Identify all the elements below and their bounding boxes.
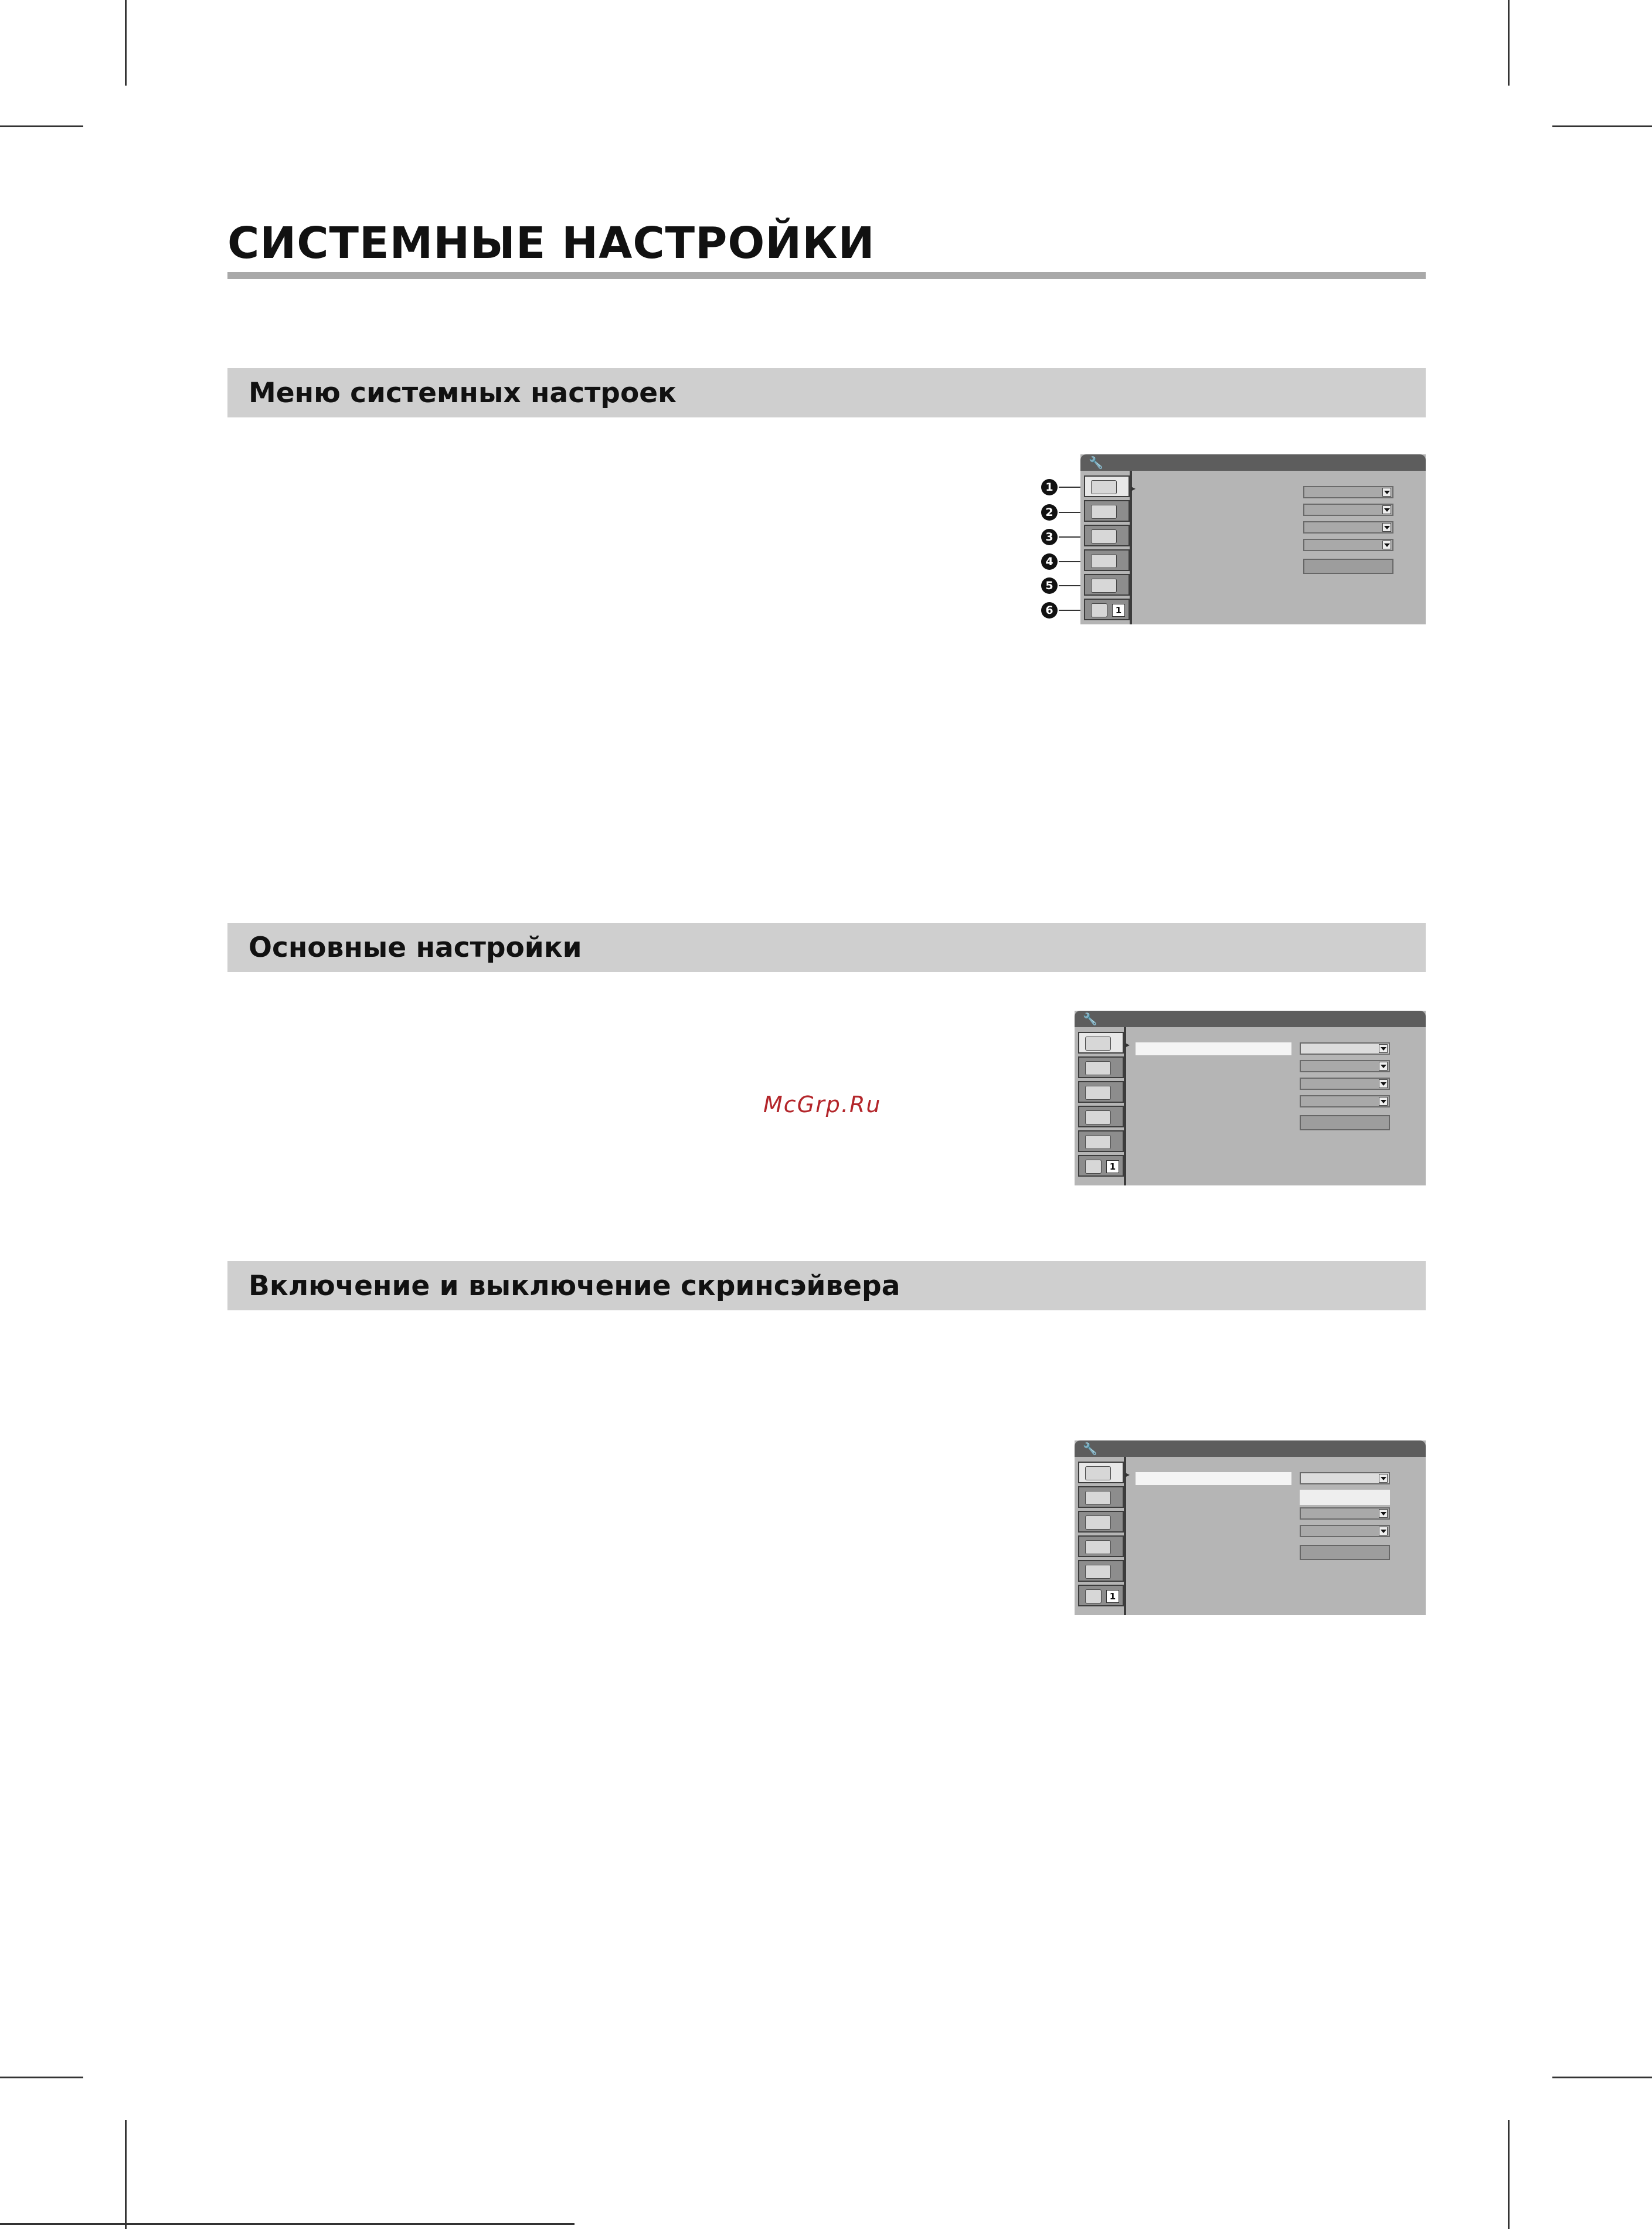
- section-heading-screensaver: [227, 1261, 1426, 1310]
- tv-display-icon: [1078, 1032, 1124, 1054]
- selection-arrow-icon: ▸: [1125, 1469, 1130, 1480]
- callout-4: 4: [1041, 553, 1058, 570]
- osd-dropdown: [1300, 1525, 1390, 1537]
- callout-3: 3: [1041, 529, 1058, 545]
- crop-mark: [1552, 2077, 1652, 2078]
- osd-dropdown: [1303, 521, 1393, 534]
- crop-mark: [1552, 125, 1652, 127]
- osd-button: [1303, 559, 1393, 574]
- chevron-down-icon: [1379, 1062, 1388, 1071]
- osd-button: [1300, 1545, 1390, 1560]
- video-camera-icon: [1078, 1511, 1124, 1533]
- crop-mark: [125, 2120, 127, 2229]
- osd-dropdown: [1300, 1095, 1390, 1107]
- selection-arrow-icon: ▸: [1131, 483, 1136, 494]
- osd-separator: [1124, 1457, 1126, 1615]
- osd-basic-settings: [1075, 1011, 1426, 1185]
- osd-titlebar: [1075, 1011, 1426, 1027]
- chevron-down-icon: [1382, 505, 1391, 514]
- osd-dropdown: [1303, 504, 1393, 516]
- chevron-down-icon: [1382, 541, 1391, 549]
- chevron-down-icon: [1382, 488, 1391, 497]
- video-camera-icon: [1084, 525, 1130, 546]
- title-rule: [227, 272, 1426, 279]
- speaker-icon: [1078, 1106, 1124, 1127]
- speaker-icon: [1078, 1535, 1124, 1557]
- speaker-icon: [1084, 549, 1130, 571]
- callout-2: 2: [1041, 504, 1058, 521]
- tv-display-icon: [1078, 1462, 1124, 1483]
- watermark: McGrp.Ru: [763, 1092, 882, 1117]
- osd-dropdown: [1300, 1042, 1390, 1055]
- chevron-down-icon: [1382, 523, 1391, 532]
- page-title: СИСТЕМНЫЕ НАСТРОЙКИ: [227, 218, 875, 269]
- osd-dropdown: [1300, 1472, 1390, 1484]
- chevron-down-icon: [1379, 1044, 1388, 1053]
- osd-button: [1300, 1115, 1390, 1130]
- chevron-down-icon: [1379, 1474, 1388, 1483]
- wrench-icon: 🔧: [1083, 1012, 1097, 1026]
- chevron-down-icon: [1379, 1509, 1388, 1518]
- osd-dropdown: [1300, 1060, 1390, 1072]
- callout-1: 1: [1041, 479, 1058, 495]
- section-heading-system-menu: [227, 368, 1426, 417]
- osd-dropdown: [1303, 486, 1393, 498]
- osd-open-option: [1300, 1490, 1390, 1505]
- osd-titlebar: [1080, 454, 1426, 471]
- osd-highlighted-item: [1136, 1472, 1291, 1485]
- chevron-down-icon: [1379, 1097, 1388, 1106]
- osd-dropdown: [1300, 1507, 1390, 1520]
- crop-mark: [0, 125, 83, 127]
- osd-separator: [1130, 471, 1132, 624]
- language-icon: 1: [1078, 1155, 1124, 1177]
- osd-titlebar: [1075, 1440, 1426, 1457]
- antenna-icon: [1078, 1130, 1124, 1152]
- video-camera-icon: [1078, 1081, 1124, 1103]
- wrench-icon: 🔧: [1089, 456, 1103, 470]
- osd-separator: [1124, 1027, 1126, 1185]
- osd-system-menu: [1080, 454, 1426, 624]
- callout-5: 5: [1041, 577, 1058, 594]
- crop-mark: [0, 2077, 83, 2078]
- section-heading-basic-settings: [227, 923, 1426, 972]
- camera-icon: [1084, 500, 1130, 522]
- section-heading-text: Включение и выключение скринсэйвера: [249, 1269, 900, 1302]
- tv-display-icon: [1084, 475, 1130, 497]
- crop-mark: [1508, 2120, 1510, 2229]
- osd-dropdown: [1303, 539, 1393, 551]
- crop-mark: [125, 0, 127, 86]
- crop-mark: [1508, 0, 1510, 86]
- section-heading-text: Основные настройки: [249, 931, 582, 964]
- antenna-icon: [1078, 1560, 1124, 1582]
- osd-dropdown: [1300, 1078, 1390, 1090]
- osd-highlighted-item: [1136, 1042, 1291, 1055]
- language-icon: 1: [1078, 1585, 1124, 1606]
- section-heading-text: Меню системных настроек: [249, 376, 677, 409]
- language-icon: 1: [1084, 599, 1130, 620]
- callout-6: 6: [1041, 602, 1058, 619]
- camera-icon: [1078, 1486, 1124, 1508]
- selection-arrow-icon: ▸: [1125, 1039, 1130, 1050]
- osd-screensaver: [1075, 1440, 1426, 1615]
- camera-icon: [1078, 1056, 1124, 1078]
- wrench-icon: 🔧: [1083, 1442, 1097, 1456]
- chevron-down-icon: [1379, 1079, 1388, 1088]
- chevron-down-icon: [1379, 1527, 1388, 1535]
- crop-mark: [0, 2223, 575, 2225]
- antenna-icon: [1084, 574, 1130, 596]
